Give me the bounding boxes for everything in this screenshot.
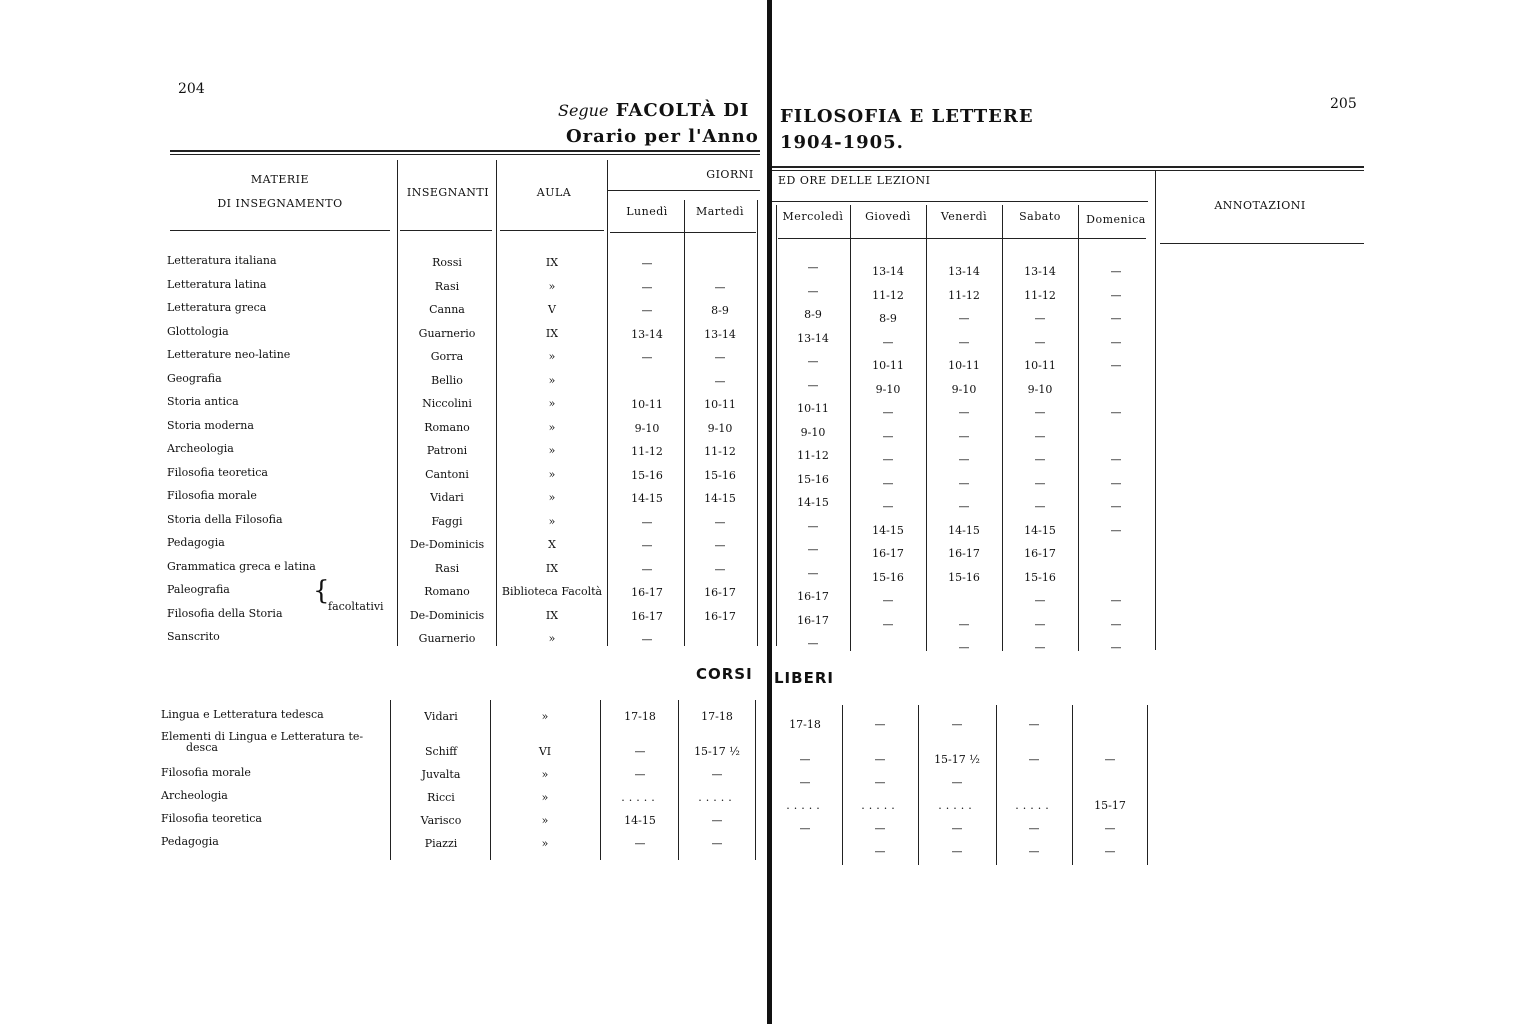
rule-top-left — [170, 150, 760, 152]
row2-day-cell: — — [634, 837, 646, 850]
row2-day-cell: ..... — [938, 799, 976, 812]
row-day-cell: — — [882, 335, 894, 349]
row-aula: » — [548, 373, 556, 387]
row2-day-cell: ..... — [1015, 799, 1053, 812]
row-day-cell: 15-16 — [872, 570, 904, 584]
row-aula: » — [548, 350, 556, 363]
row-day-cell: 16-17 — [704, 609, 736, 623]
row-day-cell: — — [1110, 359, 1122, 372]
row2-day-cell: — — [951, 718, 963, 731]
row-aula: V — [548, 303, 556, 316]
row-day-cell: 15-16 — [704, 468, 736, 482]
row-day-cell: — — [1110, 312, 1122, 325]
row-day-cell: 16-17 — [631, 586, 663, 599]
row-day-cell: — — [882, 500, 894, 513]
row-day-cell: — — [958, 312, 970, 325]
row2-day-cell: ..... — [698, 791, 736, 804]
row-day-cell: 8-9 — [879, 312, 897, 325]
row-insegnante: De-Dominicis — [409, 538, 485, 551]
row-day-cell: 13-14 — [631, 327, 663, 341]
row2-materia: Archeologia — [161, 789, 228, 802]
row2-aula: VI — [538, 745, 552, 758]
header-day-venerdi: Venerdì — [940, 210, 988, 223]
row-day-cell: — — [882, 429, 894, 443]
title-left — [558, 100, 749, 121]
row-day-cell: 16-17 — [704, 586, 736, 599]
row-day-cell: 16-17 — [797, 590, 829, 603]
facoltativi-label: facoltativi — [328, 600, 384, 613]
row2-insegnante: Juvalta — [421, 768, 461, 781]
row-day-cell: 9-10 — [875, 382, 901, 396]
row-day-cell: 10-11 — [797, 402, 829, 415]
row-insegnante: Niccolini — [422, 397, 472, 410]
row-aula: » — [548, 444, 556, 457]
row2-materia: Elementi di Lingua e Letteratura te- — [161, 730, 364, 743]
row-materia: Glottologia — [167, 324, 229, 338]
row2-materia: Pedagogia — [161, 835, 219, 848]
row-day-cell: 16-17 — [631, 609, 663, 623]
row2-materia: Lingua e Letteratura tedesca — [161, 708, 324, 721]
row-day-cell: — — [882, 594, 894, 607]
row-insegnante: De-Dominicis — [409, 608, 485, 622]
row-day-cell: — — [1110, 476, 1122, 490]
row-day-cell: — — [1034, 453, 1046, 466]
row2-day-cell: — — [874, 753, 886, 766]
row-day-cell: — — [1110, 406, 1122, 419]
row-day-cell: — — [1110, 641, 1122, 654]
title-part2: FILOSOFIA E LETTERE — [780, 106, 1034, 127]
rule-ore — [772, 201, 1148, 202]
row-day-cell: 14-15 — [631, 492, 663, 505]
row-materia: Letteratura greca — [167, 301, 267, 314]
row-day-cell: — — [882, 617, 894, 631]
row2-day-cell: — — [711, 768, 723, 781]
row-day-cell: — — [714, 539, 726, 552]
title-sub2: 1904-1905. — [780, 132, 904, 153]
row-day-cell: 16-17 — [948, 547, 980, 560]
row-materia: Pedagogia — [167, 536, 225, 549]
row-day-cell: 10-11 — [704, 398, 736, 411]
row-day-cell: 10-11 — [1024, 359, 1056, 372]
row-day-cell: — — [807, 355, 819, 368]
header-annotazioni: ANNOTAZIONI — [1214, 199, 1306, 212]
rule-header-bottom-1 — [170, 230, 390, 231]
row-day-cell: — — [714, 374, 726, 388]
row-materia: Letterature neo-latine — [167, 348, 291, 361]
row2-day-cell: 15-17 ½ — [934, 753, 980, 766]
row2-day-cell: — — [951, 822, 963, 835]
brace: { — [313, 576, 330, 606]
row2-day-cell: — — [799, 822, 811, 835]
row-insegnante: Guarnerio — [418, 632, 476, 645]
row-day-cell: — — [1110, 265, 1122, 278]
row-day-cell: 13-14 — [872, 265, 904, 278]
row2-day-cell: 17-18 — [789, 718, 821, 731]
row-aula: » — [548, 467, 556, 481]
row2-day-cell: ..... — [621, 791, 659, 804]
row-day-cell: 14-15 — [948, 523, 980, 537]
row-materia: Grammatica greca e latina — [167, 559, 316, 573]
row2-day-cell: ..... — [786, 799, 824, 812]
row-insegnante: Romano — [424, 420, 470, 434]
row2-insegnante: Schiff — [424, 745, 458, 758]
corsi-label: CORSI — [696, 665, 753, 683]
row-day-cell: — — [1110, 523, 1122, 537]
row-day-cell: — — [641, 257, 653, 270]
row2-day-cell: — — [874, 718, 886, 731]
row-day-cell: — — [807, 378, 819, 392]
row-day-cell: — — [641, 304, 653, 317]
row2-aula: » — [541, 768, 549, 781]
liberi-label: LIBERI — [774, 669, 834, 687]
row-materia: Storia moderna — [167, 418, 254, 432]
row2-day-cell: — — [951, 845, 963, 858]
header-ore: ED ORE DELLE LEZIONI — [778, 174, 931, 187]
title-sub1: Orario per l'Anno — [566, 126, 759, 147]
row-day-cell: 13-14 — [797, 331, 829, 345]
row2-day-cell: — — [1028, 753, 1040, 766]
row-materia: Filosofia teoretica — [167, 465, 268, 479]
rule-top-right — [772, 166, 1364, 168]
row-day-cell: — — [807, 543, 819, 556]
col2-line-3 — [600, 700, 601, 860]
row2-day-cell: — — [874, 845, 886, 858]
row-day-cell: — — [958, 406, 970, 419]
row-day-cell: 14-15 — [704, 492, 736, 505]
rule-header-bottom-4 — [610, 232, 756, 233]
row-aula: X — [548, 538, 556, 551]
row2-insegnante: Ricci — [427, 791, 455, 804]
row-day-cell: — — [958, 453, 970, 466]
row-day-cell: — — [714, 515, 726, 529]
row-day-cell: — — [714, 280, 726, 294]
row-insegnante: Rasi — [434, 279, 460, 293]
row-aula: » — [548, 632, 556, 645]
rule-top-right-2 — [772, 170, 1364, 171]
row2-day-cell: 17-18 — [624, 710, 656, 723]
row-day-cell: — — [958, 476, 970, 490]
row-day-cell: 11-12 — [948, 288, 980, 302]
row2-insegnante: Piazzi — [424, 837, 458, 850]
col2-line-10 — [1147, 705, 1148, 865]
row2-aula: » — [541, 791, 549, 804]
row-materia: Letteratura latina — [167, 277, 267, 291]
title-part1: FACOLTÀ DI — [615, 100, 750, 121]
row-day-cell: — — [882, 406, 894, 419]
row-aula: IX — [545, 608, 559, 622]
row-insegnante: Romano — [424, 585, 470, 598]
row-day-cell: — — [807, 637, 819, 650]
row2-aula: » — [541, 814, 549, 827]
row-day-cell: — — [1034, 406, 1046, 419]
row-day-cell: — — [641, 539, 653, 552]
row-materia: Archeologia — [167, 442, 234, 455]
row-day-cell: — — [958, 500, 970, 513]
header-day-domenica: Domenica — [1086, 213, 1146, 226]
row-day-cell: — — [1034, 641, 1046, 654]
row-day-cell: — — [641, 515, 653, 529]
row-insegnante: Bellio — [431, 373, 463, 387]
header-insegnanti: INSEGNANTI — [406, 186, 490, 199]
row-day-cell: — — [958, 429, 970, 443]
row2-aula: » — [541, 710, 549, 723]
header-day-giovedi: Giovedì — [865, 210, 911, 223]
row-day-cell: 10-11 — [631, 398, 663, 411]
row-day-cell: — — [958, 617, 970, 631]
row-day-cell: — — [882, 453, 894, 466]
row2-day-cell: — — [634, 745, 646, 758]
row-day-cell: — — [641, 562, 653, 576]
row2-aula: » — [541, 837, 549, 850]
header-aula: AULA — [536, 186, 572, 199]
row-insegnante: Gorra — [430, 350, 464, 363]
header-day-mercoledi: Mercoledì — [782, 210, 844, 223]
header-day-lunedi: Lunedì — [626, 205, 668, 218]
row-day-cell: — — [958, 335, 970, 349]
row2-insegnante: Vidari — [424, 710, 458, 723]
row2-day-cell: — — [1104, 822, 1116, 835]
row-insegnante: Rasi — [434, 561, 460, 575]
row-day-cell: — — [1034, 617, 1046, 631]
row-day-cell: 11-12 — [704, 445, 736, 458]
row-day-cell: — — [1110, 617, 1122, 631]
row-day-cell: 14-15 — [1024, 523, 1056, 537]
row-day-cell: 8-9 — [711, 304, 729, 317]
row-day-cell: 14-15 — [872, 523, 904, 537]
row-day-cell: 9-10 — [634, 421, 660, 435]
row-day-cell: 15-16 — [948, 570, 980, 584]
row-materia: Sanscrito — [167, 630, 220, 643]
row-day-cell: 9-10 — [1027, 382, 1053, 396]
row-day-cell: — — [1110, 500, 1122, 513]
row-insegnante: Cantoni — [425, 467, 469, 481]
row-day-cell: 11-12 — [872, 288, 904, 302]
row-day-cell: 13-14 — [948, 265, 980, 278]
row-day-cell: 11-12 — [797, 449, 829, 462]
row2-insegnante: Varisco — [420, 814, 462, 827]
row-day-cell: 13-14 — [704, 327, 736, 341]
row-aula: Biblioteca Facoltà — [501, 585, 603, 598]
row2-day-cell: — — [711, 837, 723, 850]
rule-header-bottom-3 — [500, 230, 604, 231]
header-materie-2: DI INSEGNAMENTO — [217, 197, 343, 210]
row-aula: » — [548, 397, 556, 410]
row-insegnante: Patroni — [426, 444, 468, 457]
row-day-cell: — — [1110, 335, 1122, 349]
row-aula: » — [548, 514, 556, 528]
row2-day-cell: — — [874, 776, 886, 789]
col2-line-1 — [390, 700, 391, 860]
row-day-cell: 15-16 — [631, 468, 663, 482]
header-materie: MATERIE — [250, 173, 310, 186]
row-insegnante: Canna — [429, 303, 465, 316]
rule-header-bottom-6 — [1160, 243, 1364, 244]
row-day-cell: 14-15 — [797, 496, 829, 509]
row-day-cell: — — [1034, 335, 1046, 349]
row-day-cell: — — [714, 351, 726, 364]
row2-day-cell: 17-18 — [701, 710, 733, 723]
row-day-cell: 11-12 — [1024, 288, 1056, 302]
page-gutter — [767, 0, 772, 1024]
row-materia: Storia antica — [167, 395, 239, 408]
row2-day-cell: 15-17 — [1094, 799, 1126, 812]
row-day-cell: 15-16 — [1024, 570, 1056, 584]
row-aula: » — [548, 420, 556, 434]
row-day-cell: — — [641, 280, 653, 294]
row2-day-cell: 15-17 ½ — [694, 745, 740, 758]
right-page-number: 205 — [1330, 96, 1357, 112]
col-line-3 — [607, 160, 608, 646]
col2-line-9 — [1072, 705, 1073, 865]
row-day-cell: 11-12 — [631, 445, 663, 458]
row-day-cell: 8-9 — [804, 308, 822, 321]
row-day-cell: 10-11 — [872, 359, 904, 372]
col-line-11 — [1155, 170, 1156, 650]
header-day-sabato: Sabato — [1019, 210, 1061, 223]
row-materia: Storia della Filosofia — [167, 512, 283, 526]
row-materia: Filosofia della Storia — [167, 606, 283, 620]
rule-top-left-2 — [170, 154, 760, 155]
row-day-cell: 13-14 — [1024, 265, 1056, 278]
row-day-cell: — — [714, 562, 726, 576]
row-materia: Paleografia — [167, 583, 230, 596]
row-materia: Letteratura italiana — [167, 254, 277, 267]
row-day-cell: 9-10 — [707, 421, 733, 435]
row-day-cell: — — [958, 641, 970, 654]
row2-materia: Filosofia teoretica — [161, 812, 262, 825]
row-day-cell: — — [1034, 429, 1046, 443]
row-day-cell: — — [1034, 500, 1046, 513]
row-day-cell: — — [882, 476, 894, 490]
col-line-5 — [757, 200, 758, 646]
row-day-cell: — — [641, 633, 653, 646]
header-day-martedi: Martedì — [695, 205, 745, 218]
row2-day-cell: — — [799, 776, 811, 789]
row-day-cell: 16-17 — [1024, 547, 1056, 560]
row-day-cell: — — [1110, 288, 1122, 302]
row2-day-cell: — — [634, 768, 646, 781]
row-day-cell: — — [1034, 312, 1046, 325]
row2-day-cell: — — [1028, 718, 1040, 731]
row-day-cell: 9-10 — [951, 382, 977, 396]
row2-day-cell: ..... — [861, 799, 899, 812]
row-day-cell: — — [1110, 594, 1122, 607]
row-insegnante: Guarnerio — [418, 326, 476, 340]
row-materia: Geografia — [167, 371, 222, 385]
row2-day-cell: — — [951, 776, 963, 789]
row-day-cell: 9-10 — [800, 425, 826, 439]
row2-day-cell: — — [799, 753, 811, 766]
row-day-cell: 15-16 — [797, 472, 829, 486]
row-insegnante: Faggi — [431, 514, 463, 528]
row-aula: » — [548, 279, 556, 293]
row-day-cell: — — [807, 284, 819, 298]
row-day-cell: — — [807, 261, 819, 274]
row-materia: Filosofia morale — [167, 489, 257, 502]
left-page-number: 204 — [178, 81, 205, 97]
row2-day-cell: 14-15 — [624, 814, 656, 827]
row-aula: IX — [545, 326, 559, 340]
row-insegnante: Vidari — [430, 491, 464, 504]
rule-giorni — [608, 190, 760, 191]
row-day-cell: — — [807, 566, 819, 580]
row-day-cell: 16-17 — [872, 547, 904, 560]
row-insegnante: Rossi — [432, 256, 462, 269]
rule-header-bottom-2 — [400, 230, 492, 231]
row-day-cell: — — [807, 519, 819, 533]
title-segue: Segue — [558, 101, 609, 120]
rule-header-bottom-5 — [778, 238, 1146, 239]
row-aula: IX — [545, 561, 559, 575]
row-aula: IX — [545, 256, 559, 269]
row2-materia: Filosofia morale — [161, 766, 251, 779]
row-aula: » — [548, 491, 556, 504]
row2-materia-cont: desca — [186, 741, 218, 754]
row-day-cell: 10-11 — [948, 359, 980, 372]
row-day-cell: — — [1034, 476, 1046, 490]
row2-day-cell: — — [1104, 753, 1116, 766]
row-day-cell: — — [641, 351, 653, 364]
row-day-cell: — — [1110, 453, 1122, 466]
row2-day-cell: — — [711, 814, 723, 827]
row2-day-cell: — — [1028, 822, 1040, 835]
row-day-cell: 16-17 — [797, 613, 829, 627]
row2-day-cell: — — [874, 822, 886, 835]
header-giorni: GIORNI — [706, 168, 754, 181]
row-day-cell: — — [1034, 594, 1046, 607]
row2-day-cell: — — [1028, 845, 1040, 858]
row2-day-cell: — — [1104, 845, 1116, 858]
